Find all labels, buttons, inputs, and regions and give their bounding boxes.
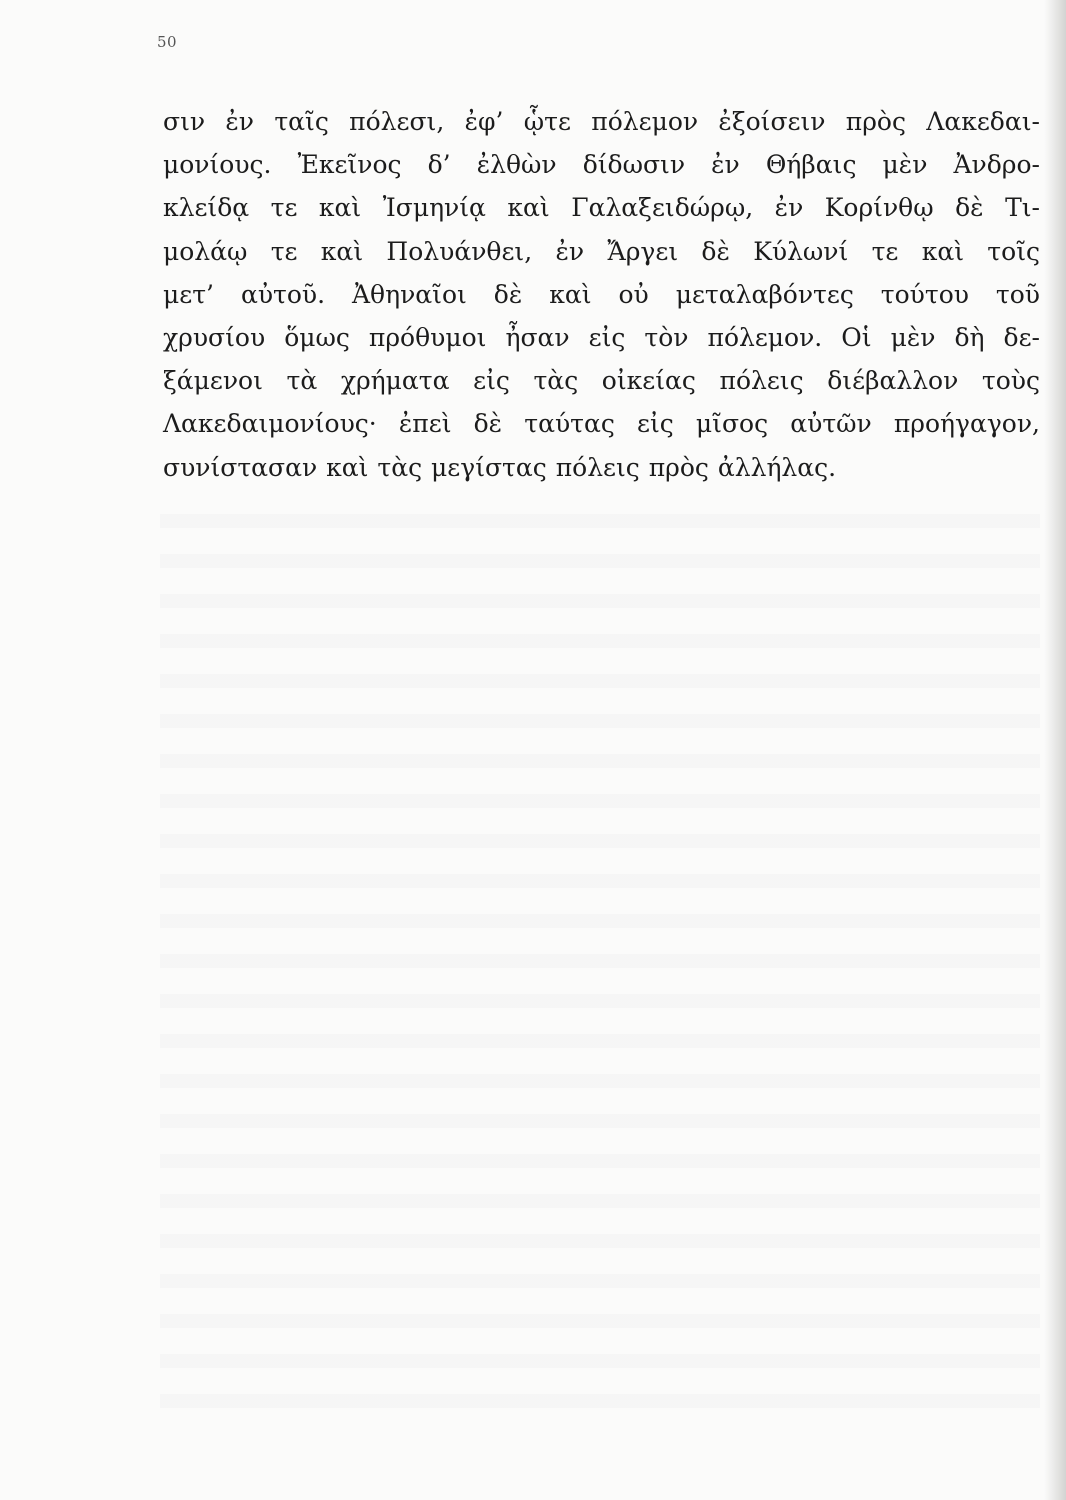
text-line: μονίους. Ἐκεῖνος δ’ ἐλθὼν δίδωσιν ἐν Θήβαις μὲν Ἀνδρο- xyxy=(163,150,1040,180)
page-number: 50 xyxy=(157,33,178,51)
show-through-texture xyxy=(160,488,1040,1423)
text-line: συνίστασαν καὶ τὰς μεγίστας πόλεις πρὸς ἀλλήλας. xyxy=(163,452,837,482)
page-edge-shadow xyxy=(1044,0,1066,1500)
text-line: Λακεδαιμονίους· ἐπεὶ δὲ ταύτας εἰς μῖσος αὐτῶν προήγαγον, xyxy=(163,409,1040,439)
body-text xyxy=(163,100,1040,489)
text-line: χρυσίου ὅμως πρόθυμοι ἦσαν εἰς τὸν πόλεμον. Οἱ μὲν δὴ δε- xyxy=(163,322,1040,352)
text-line: μολάῳ τε καὶ Πολυάνθει, ἐν Ἄργει δὲ Κύλωνί τε καὶ τοῖς xyxy=(163,236,1040,266)
text-line: ξάμενοι τὰ χρήματα εἰς τὰς οἰκείας πόλεις διέβαλλον τοὺς xyxy=(163,366,1040,396)
text-line: σιν ἐν ταῖς πόλεσι, ἐφ’ ᾧτε πόλεμον ἐξοίσειν πρὸς Λακεδαι- xyxy=(163,107,1040,136)
text-line: κλείδᾳ τε καὶ Ἰσμηνίᾳ καὶ Γαλαξειδώρῳ, ἐν Κορίνθῳ δὲ Τι- xyxy=(163,193,1040,223)
text-line: μετ’ αὐτοῦ. Ἀθηναῖοι δὲ καὶ οὐ μεταλαβόντες τούτου τοῦ xyxy=(163,279,1040,309)
